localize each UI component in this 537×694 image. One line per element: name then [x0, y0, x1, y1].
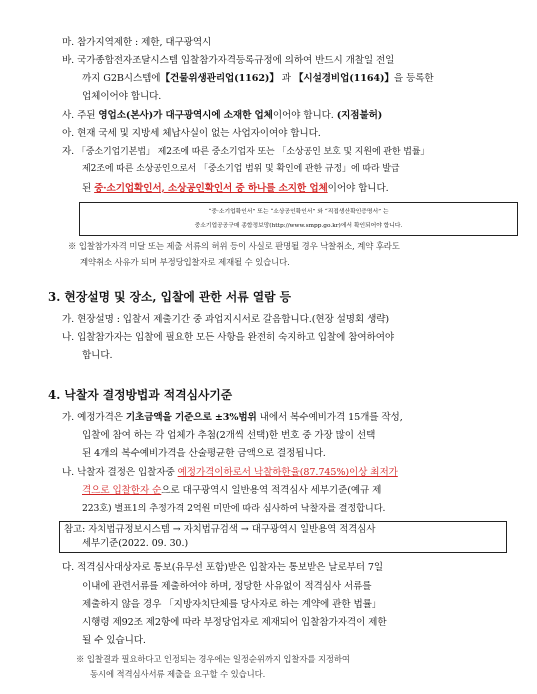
section-4-item-na-line2: [82, 484, 381, 497]
reference-line1: 참고: 자치법규정보시스템 → 자치법규검색 → 대구광역시 일반용역 적격심사: [64, 524, 376, 535]
note-line2: 계약취소 사유가 되며 부정당입찰자로 제재될 수 있습니다.: [80, 257, 290, 267]
item-text: 입찰참가자는 입찰에 필요한 모든 사항을 완전히 숙지하고 입찰에 참여하여야: [77, 332, 395, 343]
notice-box-line2: 중소기업공공구매 종합정보망(http://www.smpp.go.kr)에서 확인되어야 합니다.: [194, 223, 403, 229]
section-4-item-ga-line1: [62, 411, 403, 424]
item-marker: 가.: [62, 314, 75, 325]
item-marker: 자.: [62, 146, 75, 157]
highlight-text: 격으로 입찰한자 순: [82, 485, 162, 496]
emphasis-text: (지점불허): [336, 110, 383, 121]
item-ja-line1: [62, 145, 429, 159]
item-marker: 가.: [62, 412, 75, 423]
item-marker: 나.: [62, 467, 75, 478]
section-4-item-ga-line2: 입찰에 참여 하는 각 업체가 추첨(2개씩 선택)한 번호 중 가장 많이 선택: [82, 430, 376, 441]
item-ja-line3: [82, 182, 389, 195]
item-text: 국가종합전자조달시스템 입찰참가자격등록규정에 의하여 반드시 개찰일 전일: [77, 55, 395, 66]
notice-box-line1: “중·소기업확인서” 또는 “소상공인확인서” 와 “직접생산확인증명서” 는: [208, 209, 389, 215]
text-segment: 예정가격은: [77, 412, 126, 423]
text-segment: 을 등록한: [393, 73, 434, 84]
item-ma: [62, 36, 211, 49]
text-segment: 내에서 복수예비가격 15개를 작성,: [256, 412, 403, 423]
item-text: 현재 국세 및 지방세 체납사실이 없는 사업자이여야 합니다.: [77, 128, 321, 139]
text-segment: 으로 대구광역시 일반용역 적격심사 세부기준(예규 제: [161, 485, 382, 496]
license-building-sanitation: 【건물위생관리업(1162)】: [160, 73, 279, 84]
section-4-item-da-line2: 이내에 관련서류를 제출하여야 하며, 정당한 사유없이 적격심사 서류를: [82, 581, 372, 592]
item-text: 적격심사대상자로 통보(유무선 포함)받은 입찰자는 통보받은 날로부터 7일: [77, 562, 384, 573]
note-line1: ※ 입찰참가자격 미달 또는 제출 서류의 허위 등이 사실로 판명될 경우 낙찰취소, 계약 후라도: [68, 241, 400, 251]
emphasis-text: 기초금액을 기준으로 ±3%범위: [125, 412, 257, 423]
section-4-heading: 4. 낙찰자 결정방법과 적격심사기준: [48, 388, 233, 402]
section-4-item-na-line3: 223호) 별표1의 추정가격 2억원 미만에 따라 심사하여 낙찰자를 결정합니다.: [82, 503, 386, 514]
item-sa: [62, 109, 382, 122]
text-segment: 낙찰자 결정은 입찰자중: [77, 467, 178, 478]
item-text: 참가지역제한 : 제한, 대구광역시: [77, 37, 212, 48]
item-marker: 마.: [62, 37, 75, 48]
reference-box: [59, 521, 507, 553]
section-3-item-ga: [62, 313, 389, 326]
item-marker: 다.: [62, 562, 75, 573]
item-marker: 아.: [62, 128, 75, 139]
item-ba-line1: [62, 54, 394, 67]
license-facility-security: 【시설경비업(1164)】: [293, 73, 394, 84]
section-4-item-da-line1: [62, 561, 383, 574]
section-3-item-na-line2: 합니다.: [82, 350, 113, 361]
section-4-item-da-line5: 될 수 있습니다.: [82, 635, 146, 646]
highlight-text: 예정가격이하로서 낙찰하한율(87.745%)이상 최저가: [177, 467, 398, 478]
text-segment: 과: [278, 73, 294, 84]
item-text: 현장설명 : 입찰서 제출기간 중 과업지시서로 갈음합니다.(현장 설명회 생략): [77, 314, 390, 325]
text-segment: 주된: [77, 110, 99, 121]
section-4-item-na-line1: [62, 466, 398, 479]
item-marker: 나.: [62, 332, 75, 343]
text-segment: 이어야 합니다.: [327, 183, 389, 194]
highlight-text: 중·소기업확인서, 소상공인확인서 중 하나를 소지한 업체: [94, 183, 328, 194]
item-text: 「중소기업기본법」 제2조에 따른 중소기업자 또는 「소상공인 보호 및 지원에 관한 법률」: [76, 147, 430, 157]
item-marker: 바.: [62, 55, 75, 66]
section-4-note-line1: ※ 입찰결과 필요하다고 인정되는 경우에는 일정순위까지 입찰자를 지정하여: [76, 654, 350, 664]
section-3-heading: 3. 현장설명 및 장소, 입찰에 관한 서류 열람 등: [48, 290, 292, 304]
section-4-item-da-line3: 제출하지 않을 경우 「지방자치단체를 당사자로 하는 계약에 관한 법률」: [82, 599, 382, 610]
item-ja-line2: 제2조에 따른 소상공인으로서 「중소기업 범위 및 확인에 관한 규정」에 따라 발급: [82, 164, 400, 174]
reference-line2: 세부기준(2022. 09. 30.): [82, 538, 189, 549]
section-4-item-da-line4: 시행령 제92조 제2항에 따라 부정당업자로 제재되어 입찰참가자격이 제한: [82, 617, 387, 628]
section-4-item-ga-line3: 된 4개의 복수예비가격을 산술평균한 금액으로 결정됩니다.: [82, 448, 326, 459]
item-ba-line3: 업체이어야 합니다.: [82, 91, 162, 102]
section-3-item-na-line1: [62, 331, 394, 344]
item-marker: 사.: [62, 110, 75, 121]
text-segment: 이어야 합니다.: [272, 110, 337, 121]
emphasis-text: 영업소(본사)가 대구광역시에 소재한 업체: [98, 110, 273, 121]
item-a: [62, 127, 321, 140]
text-segment: 된: [82, 183, 95, 194]
section-4-note-line2: 동시에 적격심사서류 제출을 요구할 수 있습니다.: [90, 669, 266, 679]
notice-box: [79, 202, 518, 236]
item-ba-line2: [82, 72, 434, 85]
text-segment: 까지 G2B시스템에: [82, 73, 161, 84]
